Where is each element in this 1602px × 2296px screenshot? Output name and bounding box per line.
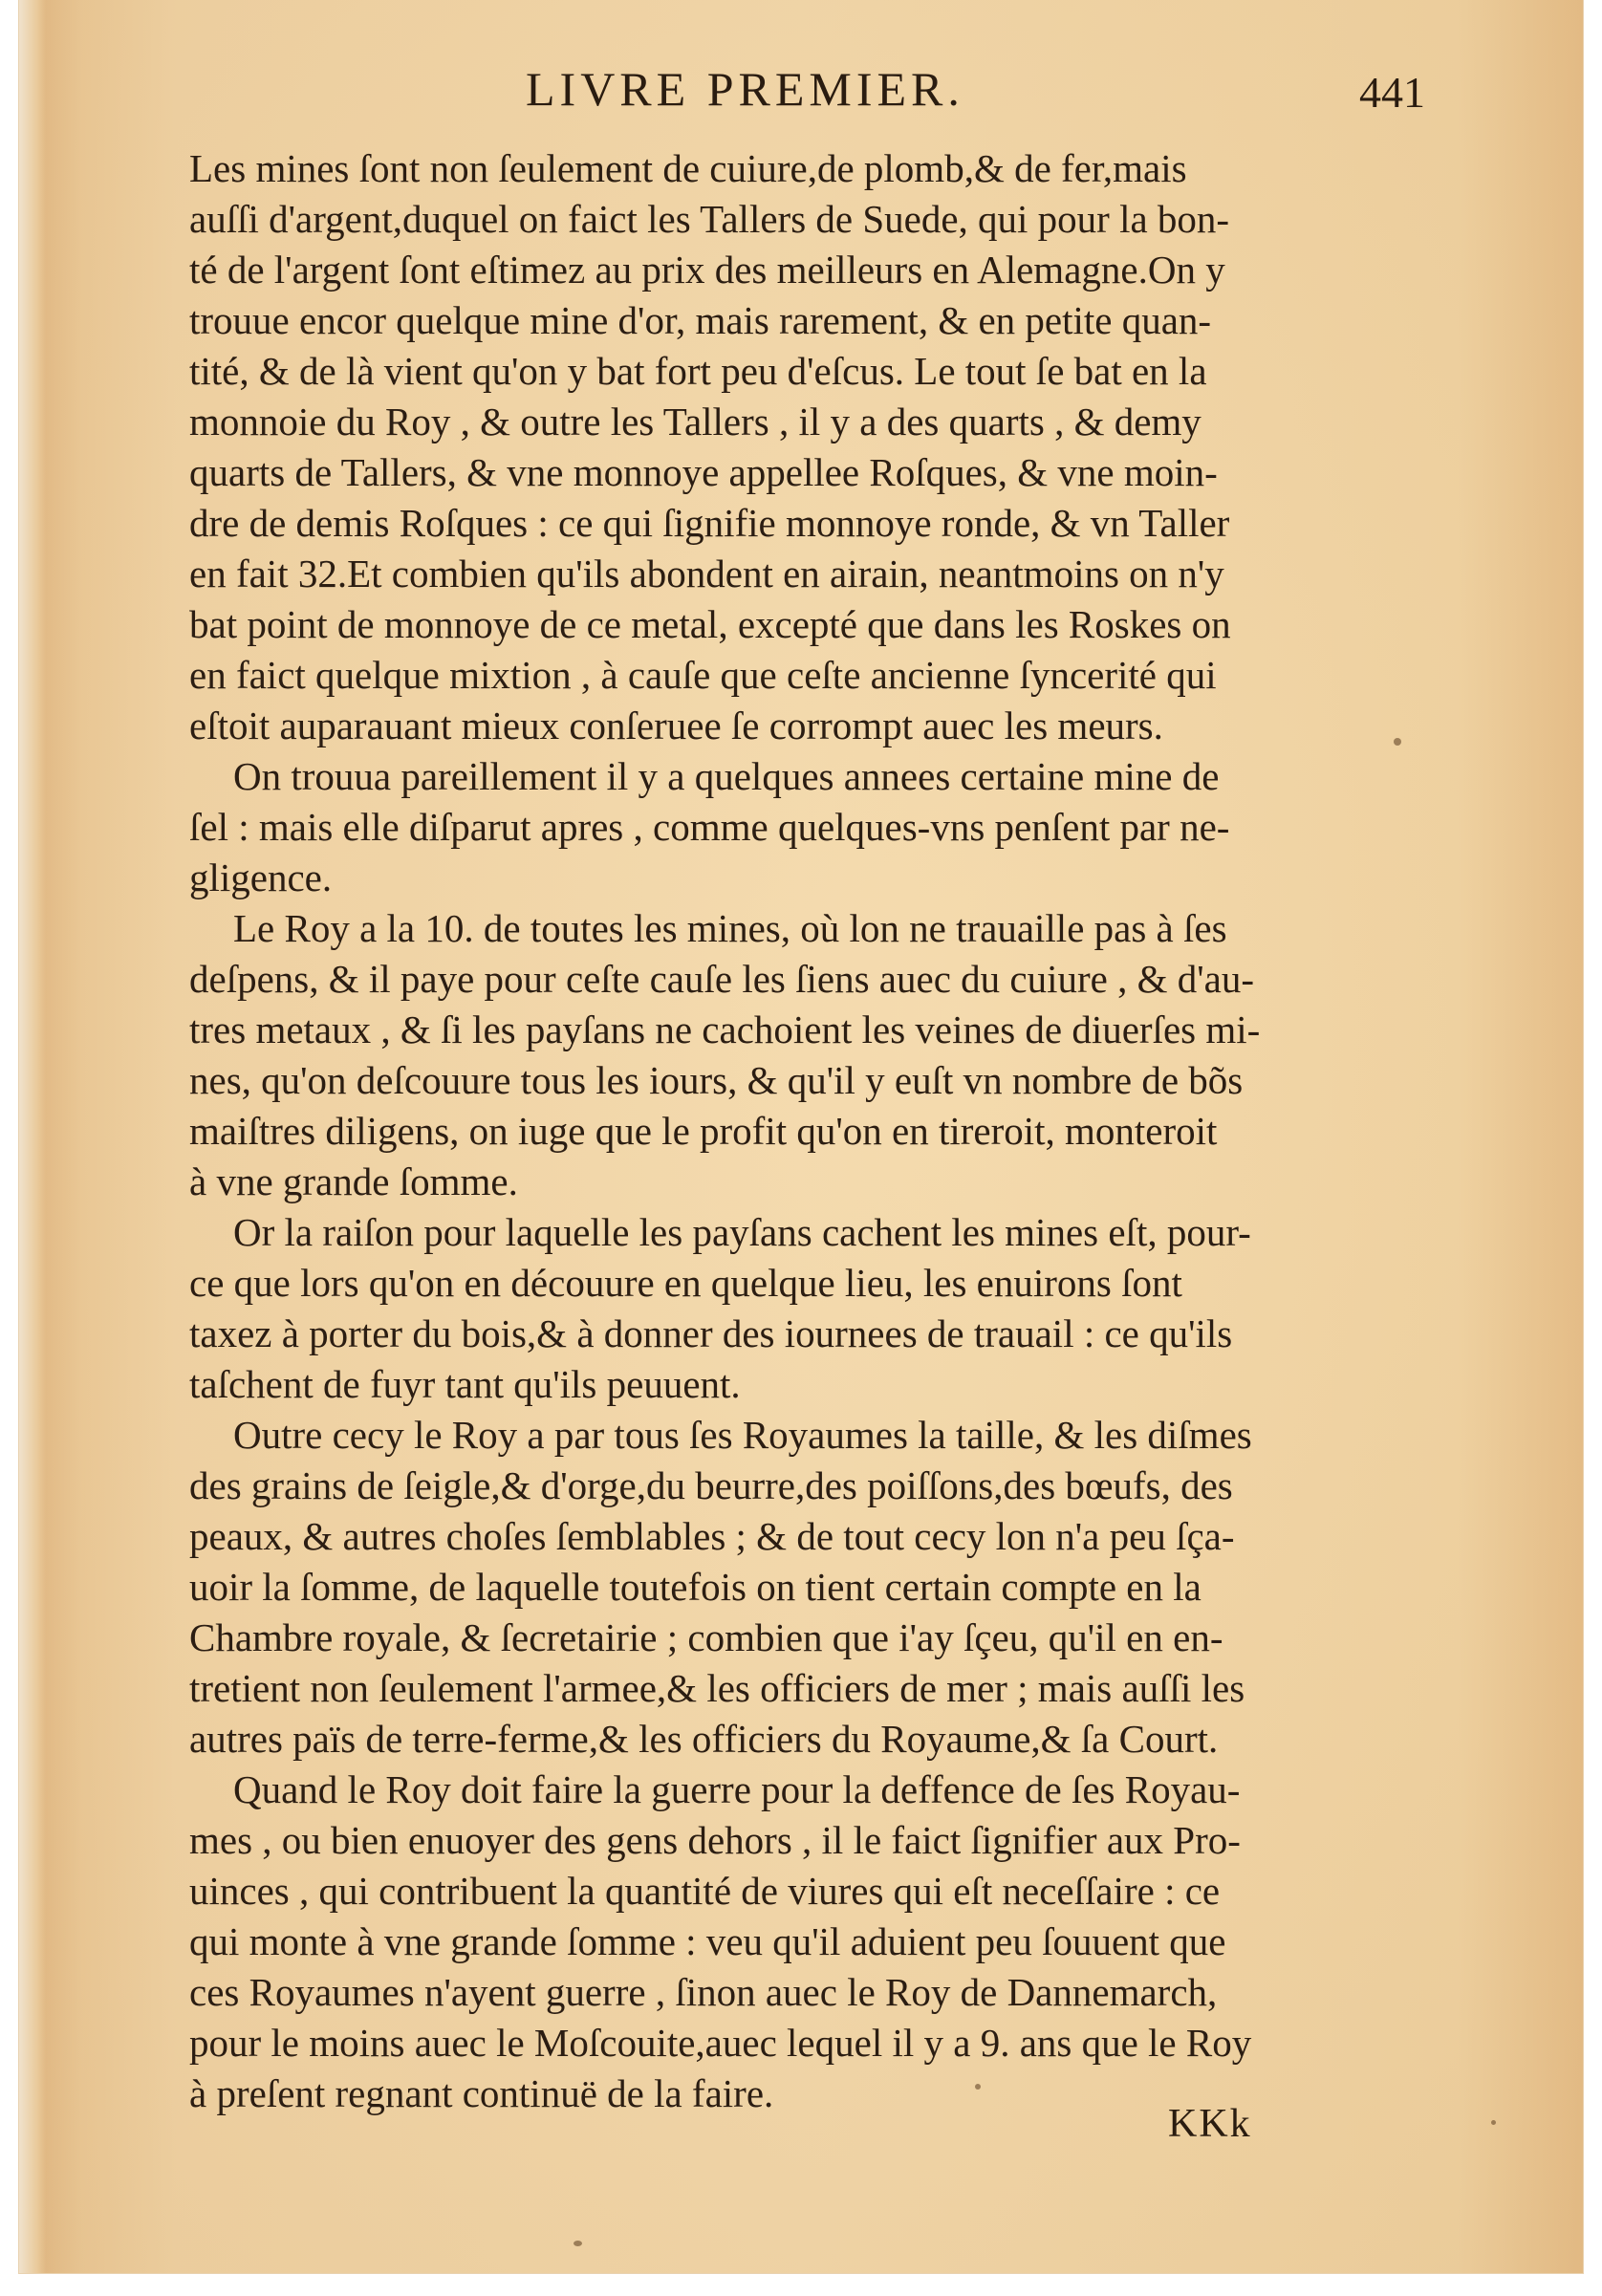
text-line: quarts de Tallers, & vne monnoye appellee Roſques, & vne moin- [189,450,1218,494]
text-line: qui monte à vne grande ſomme : veu qu'il aduient peu ſouuent que [189,1919,1226,1963]
paragraph-start: Le Roy a la 10. de toutes les mines, où lon ne trauaille pas à ſes [233,906,1227,950]
signature-mark: KKk [1168,2102,1252,2146]
text-line: en faict quelque mixtion , à cauſe que ceſte ancienne ſyncerité qui [189,653,1217,697]
text-line: taxez à porter du bois,& à donner des iournees de trauail : ce qu'ils [189,1311,1233,1355]
text-line: nes, qu'on deſcouure tous les iours, & qu'il y euſt vn nombre de bõs [189,1058,1244,1102]
text-line: uinces , qui contribuent la quantité de viures qui eſt neceſſaire : ce [189,1869,1221,1913]
ink-speck [1394,738,1401,746]
text-line: Chambre royale, & ſecretairie ; combien que i'ay ſçeu, qu'il en en- [189,1615,1223,1659]
paragraph-start: Outre cecy le Roy a par tous ſes Royaumes la taille, & les diſmes [233,1413,1252,1457]
text-line: autres païs de terre-ferme,& les officiers du Royaume,& ſa Court. [189,1717,1219,1761]
text-line: des grains de ſeigle,& d'orge,du beurre,des poiſſons,des bœufs, des [189,1463,1233,1507]
ink-speck [1491,2120,1496,2125]
book-page [19,0,1583,2273]
text-line: té de l'argent ſont eſtimez au prix des meilleurs en Alemagne.On y [189,248,1225,292]
text-line: tretient non ſeulement l'armee,& les officiers de mer ; mais auſſi les [189,1666,1245,1710]
text-line: tres metaux , & ſi les payſans ne cachoient les veines de diuerſes mi- [189,1007,1261,1051]
text-line: peaux, & autres choſes ſemblables ; & de tout cecy lon n'a peu ſça- [189,1514,1235,1558]
body-text [189,143,1449,2119]
text-line: maiſtres diligens, on iuge que le profit qu'on en tireroit, monteroit [189,1109,1218,1153]
ink-speck [975,2084,981,2090]
text-line: dre de demis Roſques : ce qui ſignifie monnoye ronde, & vn Taller [189,501,1230,545]
text-line: ces Royaumes n'ayent guerre , ſinon auec le Roy de Dannemarch, [189,1970,1218,2014]
text-line: trouue encor quelque mine d'or, mais rarement, & en petite quan- [189,298,1212,342]
paragraph-start: Or la raiſon pour laquelle les payſans cachent les mines eſt, pour- [233,1210,1251,1254]
text-line: tité, & de là vient qu'on y bat fort peu d'eſcus. Le tout ſe bat en la [189,349,1207,393]
text-line: mes , ou bien enuoyer des gens dehors , il le faict ſignifier aux Pro- [189,1818,1241,1862]
paragraph-start: On trouua pareillement il y a quelques annees certaine mine de [233,754,1220,798]
text-line: auſſi d'argent,duquel on faict les Tallers de Suede, qui pour la bon- [189,197,1230,241]
text-line: taſchent de fuyr tant qu'ils peuuent. [189,1362,741,1406]
page-edge [19,0,46,2273]
page-header [19,61,1583,128]
text-line: uoir la ſomme, de laquelle toutefois on tient certain compte en la [189,1565,1202,1609]
text-line: Les mines ſont non ſeulement de cuiure,de plomb,& de fer,mais [189,146,1187,190]
running-title: LIVRE PREMIER. [526,62,964,116]
paragraph-start: Quand le Roy doit faire la guerre pour la deffence de ſes Royau- [233,1767,1241,1811]
text-line: pour le moins auec le Moſcouite,auec lequel il y a 9. ans que le Roy [189,2021,1252,2065]
text-line: deſpens, & il paye pour ceſte cauſe les ſiens auec du cuiure , & d'au- [189,957,1254,1001]
page-number: 441 [1359,68,1425,117]
text-line: ſel : mais elle diſparut apres , comme quelques-vns penſent par ne- [189,805,1230,849]
text-line: à preſent regnant continuë de la faire. [189,2071,774,2115]
text-line: en fait 32.Et combien qu'ils abondent en airain, neantmoins on n'y [189,552,1224,596]
text-line: ce que lors qu'on en découure en quelque lieu, les enuirons ſont [189,1261,1182,1305]
text-line: gligence. [189,856,333,899]
text-line: bat point de monnoye de ce metal, excepté que dans les Roskes on [189,602,1231,646]
text-line: monnoie du Roy , & outre les Tallers , il y a des quarts , & demy [189,400,1202,444]
text-line: à vne grande ſomme. [189,1159,518,1203]
text-line: eſtoit auparauant mieux conſeruee ſe corrompt auec les meurs. [189,704,1163,747]
ink-speck [574,2241,582,2246]
